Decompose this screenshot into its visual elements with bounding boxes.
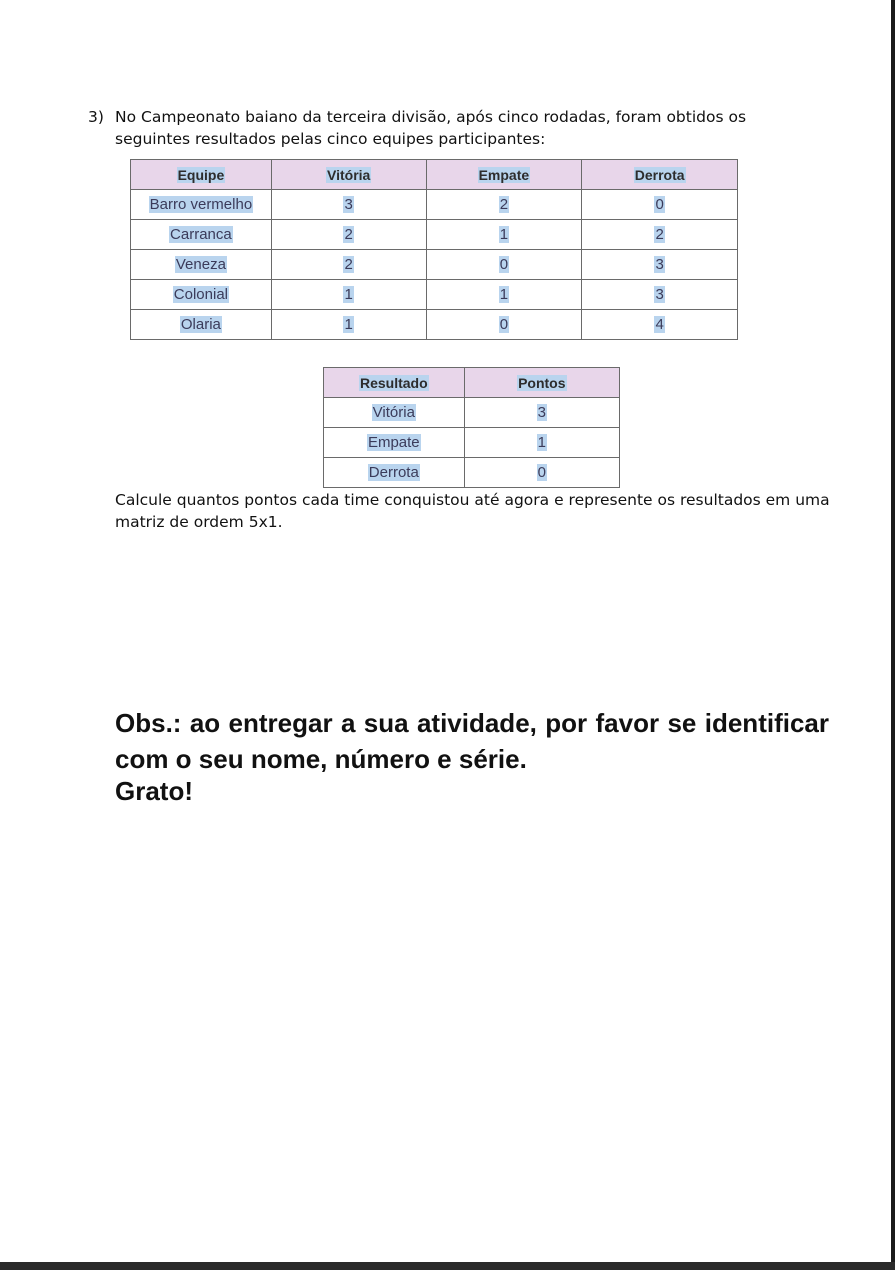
table-header-row	[324, 368, 620, 398]
header-equipe: Equipe	[131, 160, 272, 190]
table-row	[131, 310, 738, 340]
result-label: Vitória	[324, 398, 465, 428]
draws-cell: 0	[426, 310, 582, 340]
draws-cell: 1	[426, 280, 582, 310]
points-value: 3	[464, 398, 619, 428]
points-value: 0	[464, 458, 619, 488]
team-name: Colonial	[131, 280, 272, 310]
header-empate: Empate	[426, 160, 582, 190]
page-right-edge	[891, 0, 895, 1262]
team-name: Carranca	[131, 220, 272, 250]
thanks-text: Grato!	[115, 776, 193, 806]
table-row	[131, 280, 738, 310]
table-row	[131, 190, 738, 220]
question-number: 3)	[88, 108, 104, 126]
draws-cell: 1	[426, 220, 582, 250]
header-resultado: Resultado	[324, 368, 465, 398]
wins-cell: 2	[271, 250, 426, 280]
wins-cell: 3	[271, 190, 426, 220]
result-label: Derrota	[324, 458, 465, 488]
points-table	[323, 367, 620, 488]
losses-cell: 3	[582, 250, 738, 280]
table-row	[324, 458, 620, 488]
observation-note	[115, 705, 829, 809]
wins-cell: 1	[271, 280, 426, 310]
losses-cell: 2	[582, 220, 738, 250]
page-bottom-edge	[0, 1262, 895, 1270]
table-row	[324, 428, 620, 458]
losses-cell: 4	[582, 310, 738, 340]
team-name: Olaria	[131, 310, 272, 340]
losses-cell: 3	[582, 280, 738, 310]
team-name: Barro vermelho	[131, 190, 272, 220]
result-label: Empate	[324, 428, 465, 458]
instruction-text: Calcule quantos pontos cada time conquistou até agora e represente os resultados em uma matriz de ordem 5x1.	[115, 491, 830, 531]
team-name: Veneza	[131, 250, 272, 280]
wins-cell: 2	[271, 220, 426, 250]
draws-cell: 2	[426, 190, 582, 220]
draws-cell: 0	[426, 250, 582, 280]
question-block	[88, 106, 808, 150]
observation-text: Obs.: ao entregar a sua atividade, por favor se identificar com o seu nome, número e série.	[115, 708, 829, 774]
points-value: 1	[464, 428, 619, 458]
table-row	[324, 398, 620, 428]
header-pontos: Pontos	[464, 368, 619, 398]
header-vitoria: Vitória	[271, 160, 426, 190]
wins-cell: 1	[271, 310, 426, 340]
header-derrota: Derrota	[582, 160, 738, 190]
table-row	[131, 250, 738, 280]
table-header-row	[131, 160, 738, 190]
table-row	[131, 220, 738, 250]
teams-results-table	[130, 159, 738, 340]
question-text: No Campeonato baiano da terceira divisão, após cinco rodadas, foram obtidos os seguintes resultados pelas cinco equipes participantes:	[115, 108, 747, 148]
losses-cell: 0	[582, 190, 738, 220]
